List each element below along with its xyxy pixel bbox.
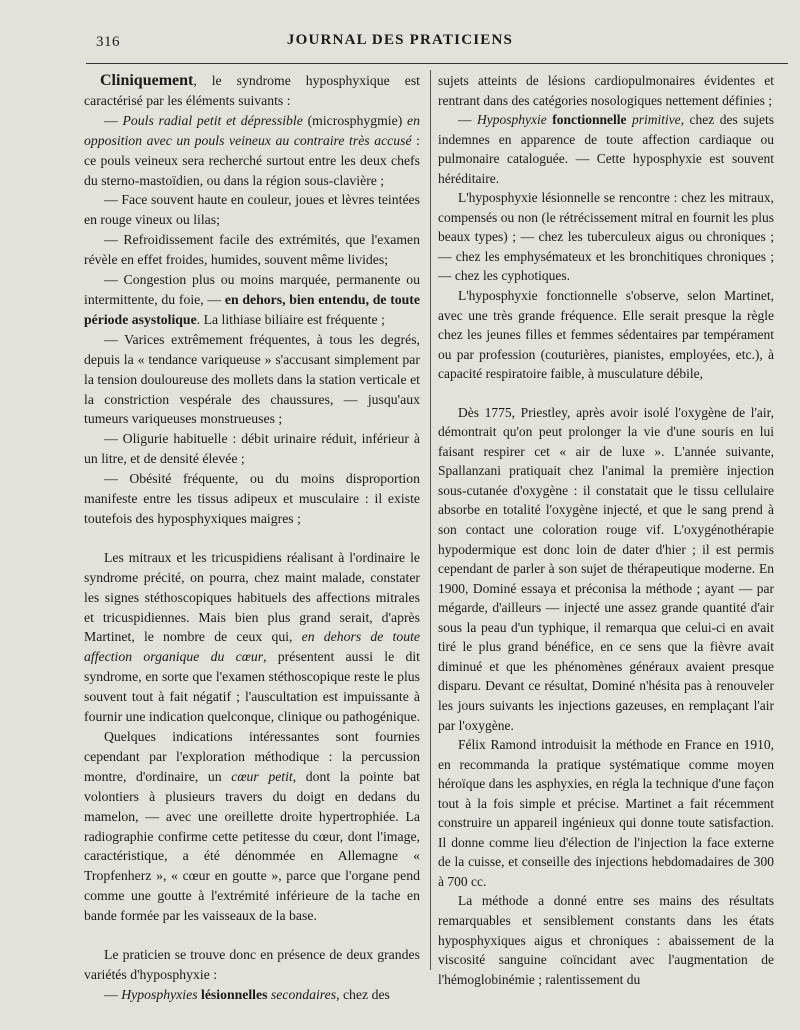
section-gap bbox=[84, 529, 420, 548]
journal-title: JOURNAL DES PRATICIENS bbox=[286, 32, 514, 48]
paragraph: — Oligurie habituelle : débit urinaire réduit, inférieur à un litre, et de densité élevée ; bbox=[84, 431, 420, 467]
paragraph: — Pouls radial petit et dépressible (microsphygmie) en opposition avec un pouls veineux au contraire très accusé : ce pouls veineux sera recherché surtout entre les deux chefs du sterno-mastoïdien, ou dans la région sous-clavière ; bbox=[84, 112, 420, 188]
paragraph: — Refroidissement facile des extrémités, que l'examen révèle en effet froides, humides, souvent même livides; bbox=[84, 232, 420, 268]
paragraph: L'hyposphyxie fonctionnelle s'observe, selon Martinet, avec une très grande fréquence. Elle serait presque la règle chez les jeunes filles et femmes sédentaires par tempérament ou par profession (couturières, pianistes, employées, etc.), à capacité respiratoire faible, à musculature débile, bbox=[438, 288, 774, 382]
lead-word: Cliniquement bbox=[100, 72, 194, 89]
paragraph: — Congestion plus ou moins marquée, permanente ou intermittente, du foie, — en dehors, bien entendu, de toute période asystolique. La lithiase biliaire est fréquente ; bbox=[84, 272, 420, 327]
paragraph: Félix Ramond introduisit la méthode en France en 1910, en recommanda la pratique systématique comme moyen héroïque dans les asphyxies, en régla la technique d'une façon tout à la fois simple et précise. Martinet a fait récemment construire un appareil ingénieux qui donne toute satisfaction. Il donne comme lieu d'élection de l'injection la face externe de la cuisse, et conseille des injections hebdomadaires de 300 à 700 cc. bbox=[438, 737, 774, 889]
paragraph: — Obésité fréquente, ou du moins disproportion manifeste entre les tissus adipeux et musculaire : il existe toutefois des hyposphyxiques maigres ; bbox=[84, 471, 420, 526]
paragraph: L'hyposphyxie lésionnelle se rencontre : chez les mitraux, compensés ou non (le rétrécissement mitral en fournit les plus beaux types) ; — chez les tuberculeux aigus ou chroniques ; — chez les emphysémateux et les bronchitiques chroniques ; — chez les cyphotiques. bbox=[438, 190, 774, 284]
running-head bbox=[0, 30, 800, 56]
paragraph: — Varices extrêmement fréquentes, à tous les degrés, depuis la « tendance variqueuse » s'accusant simplement par la tension douloureuse des mollets dans la station verticale et la constriction vespérale des chaussures, — jusqu'aux tumeurs variqueuses monstrueuses ; bbox=[84, 331, 420, 427]
paragraph: — Hyposphyxies lésionnelles secondaires, chez des bbox=[104, 986, 390, 1002]
page-number: 316 bbox=[96, 34, 120, 50]
paragraph: — Hyposphyxie fonctionnelle primitive, chez des sujets indemnes en apparence de toute affection cardiaque ou pulmonaire cataloguée. — Cette hyposphyxie est souvent héréditaire. bbox=[438, 112, 774, 186]
section-gap bbox=[84, 926, 420, 945]
paragraph: — Face souvent haute en couleur, joues et lèvres teintées en rouge vineux ou lilas; bbox=[84, 192, 420, 228]
header-rule bbox=[86, 63, 788, 64]
section-gap bbox=[438, 384, 774, 403]
paragraph: La méthode a donné entre ses mains des résultats remarquables et sensiblement constants dans les états hyposphyxiques aigus et chroniques : abaissement de la viscosité sanguine coïncidant avec l'augmentation de l'hémoglobinémie ; ralentissement du bbox=[438, 893, 774, 987]
paragraph: sujets atteints de lésions cardiopulmonaires évidentes et rentrant dans des catégories nosologiques nettement définies ; bbox=[438, 73, 774, 108]
column-separator bbox=[430, 70, 431, 970]
right-column bbox=[438, 71, 774, 989]
paragraph: Cliniquement, le syndrome hyposphyxique est caractérisé par les éléments suivants : bbox=[84, 72, 420, 108]
left-column bbox=[84, 71, 420, 1005]
paragraph: Le praticien se trouve donc en présence de deux grandes variétés d'hyposphyxie : bbox=[84, 947, 420, 982]
paragraph: Les mitraux et les tricuspidiens réalisant à l'ordinaire le syndrome précité, on pourra, chez maint malade, constater les signes stéthoscopiques habituels des affections mitrales et tricuspidiennes. Mais bien plus grand serait, d'après Martinet, le nombre de ceux qui, en dehors de toute affection organique du cœur, présentent aussi le dit syndrome, en sorte que l'examen stéthoscopique reste le plus souvent tout à fait négatif ; l'auscultation est impuissante à fournir une indication quelconque, clinique ou pathogénique. bbox=[84, 549, 421, 725]
paragraph: Dès 1775, Priestley, après avoir isolé l'oxygène de l'air, démontrait qu'on peut prolonger la vie d'une souris en lui faisant respirer cet « air de luxe ». L'année suivante, Spallanzani pratiquait chez l'animal la première injection sous-cutanée d'oxygène : il constatait que le tissu cellulaire absorbe en totalité l'oxygène injecté, et que le sang prend à son contact une coloration rouge vif. L'oxygénothérapie hypodermique est donc loin de dater d'hier ; il est permis cependant de parler à son sujet de thérapeutique moderne. En 1900, Dominé essaya et préconisa la méthode ; ayant — par mégarde, d'ailleurs — injecté une assez grande quantité d'air sous la peau d'un typhique, il remarqua que celui-ci en avait tiré le plus grand bénéfice, en ce sens que la fièvre avait diminué et que les phénomènes généraux avaient presque disparu. Devant ce résultat, Dominé n'hésita pas à renouveler les jours suivants les injections gazeuses, en remplaçant l'air par l'oxygène. bbox=[438, 404, 774, 733]
paragraph: Quelques indications intéressantes sont fournies cependant par l'exploration méthodique : la percussion montre, d'ordinaire, un cœur petit, dont la pointe bat volontiers à plusieurs travers du doigt en dedans du mamelon, — avec une oreillette droite hypertrophiée. La radiographie confirme cette petitesse du cœur, dont l'image, caractéristique, a été dénommée en Allemagne « Tropfenherz », « cœur en goutte », parce que l'organe pend comme une goutte à l'extrémité inférieure de la tache en bande formée par les vaisseaux de la base. bbox=[84, 729, 420, 924]
